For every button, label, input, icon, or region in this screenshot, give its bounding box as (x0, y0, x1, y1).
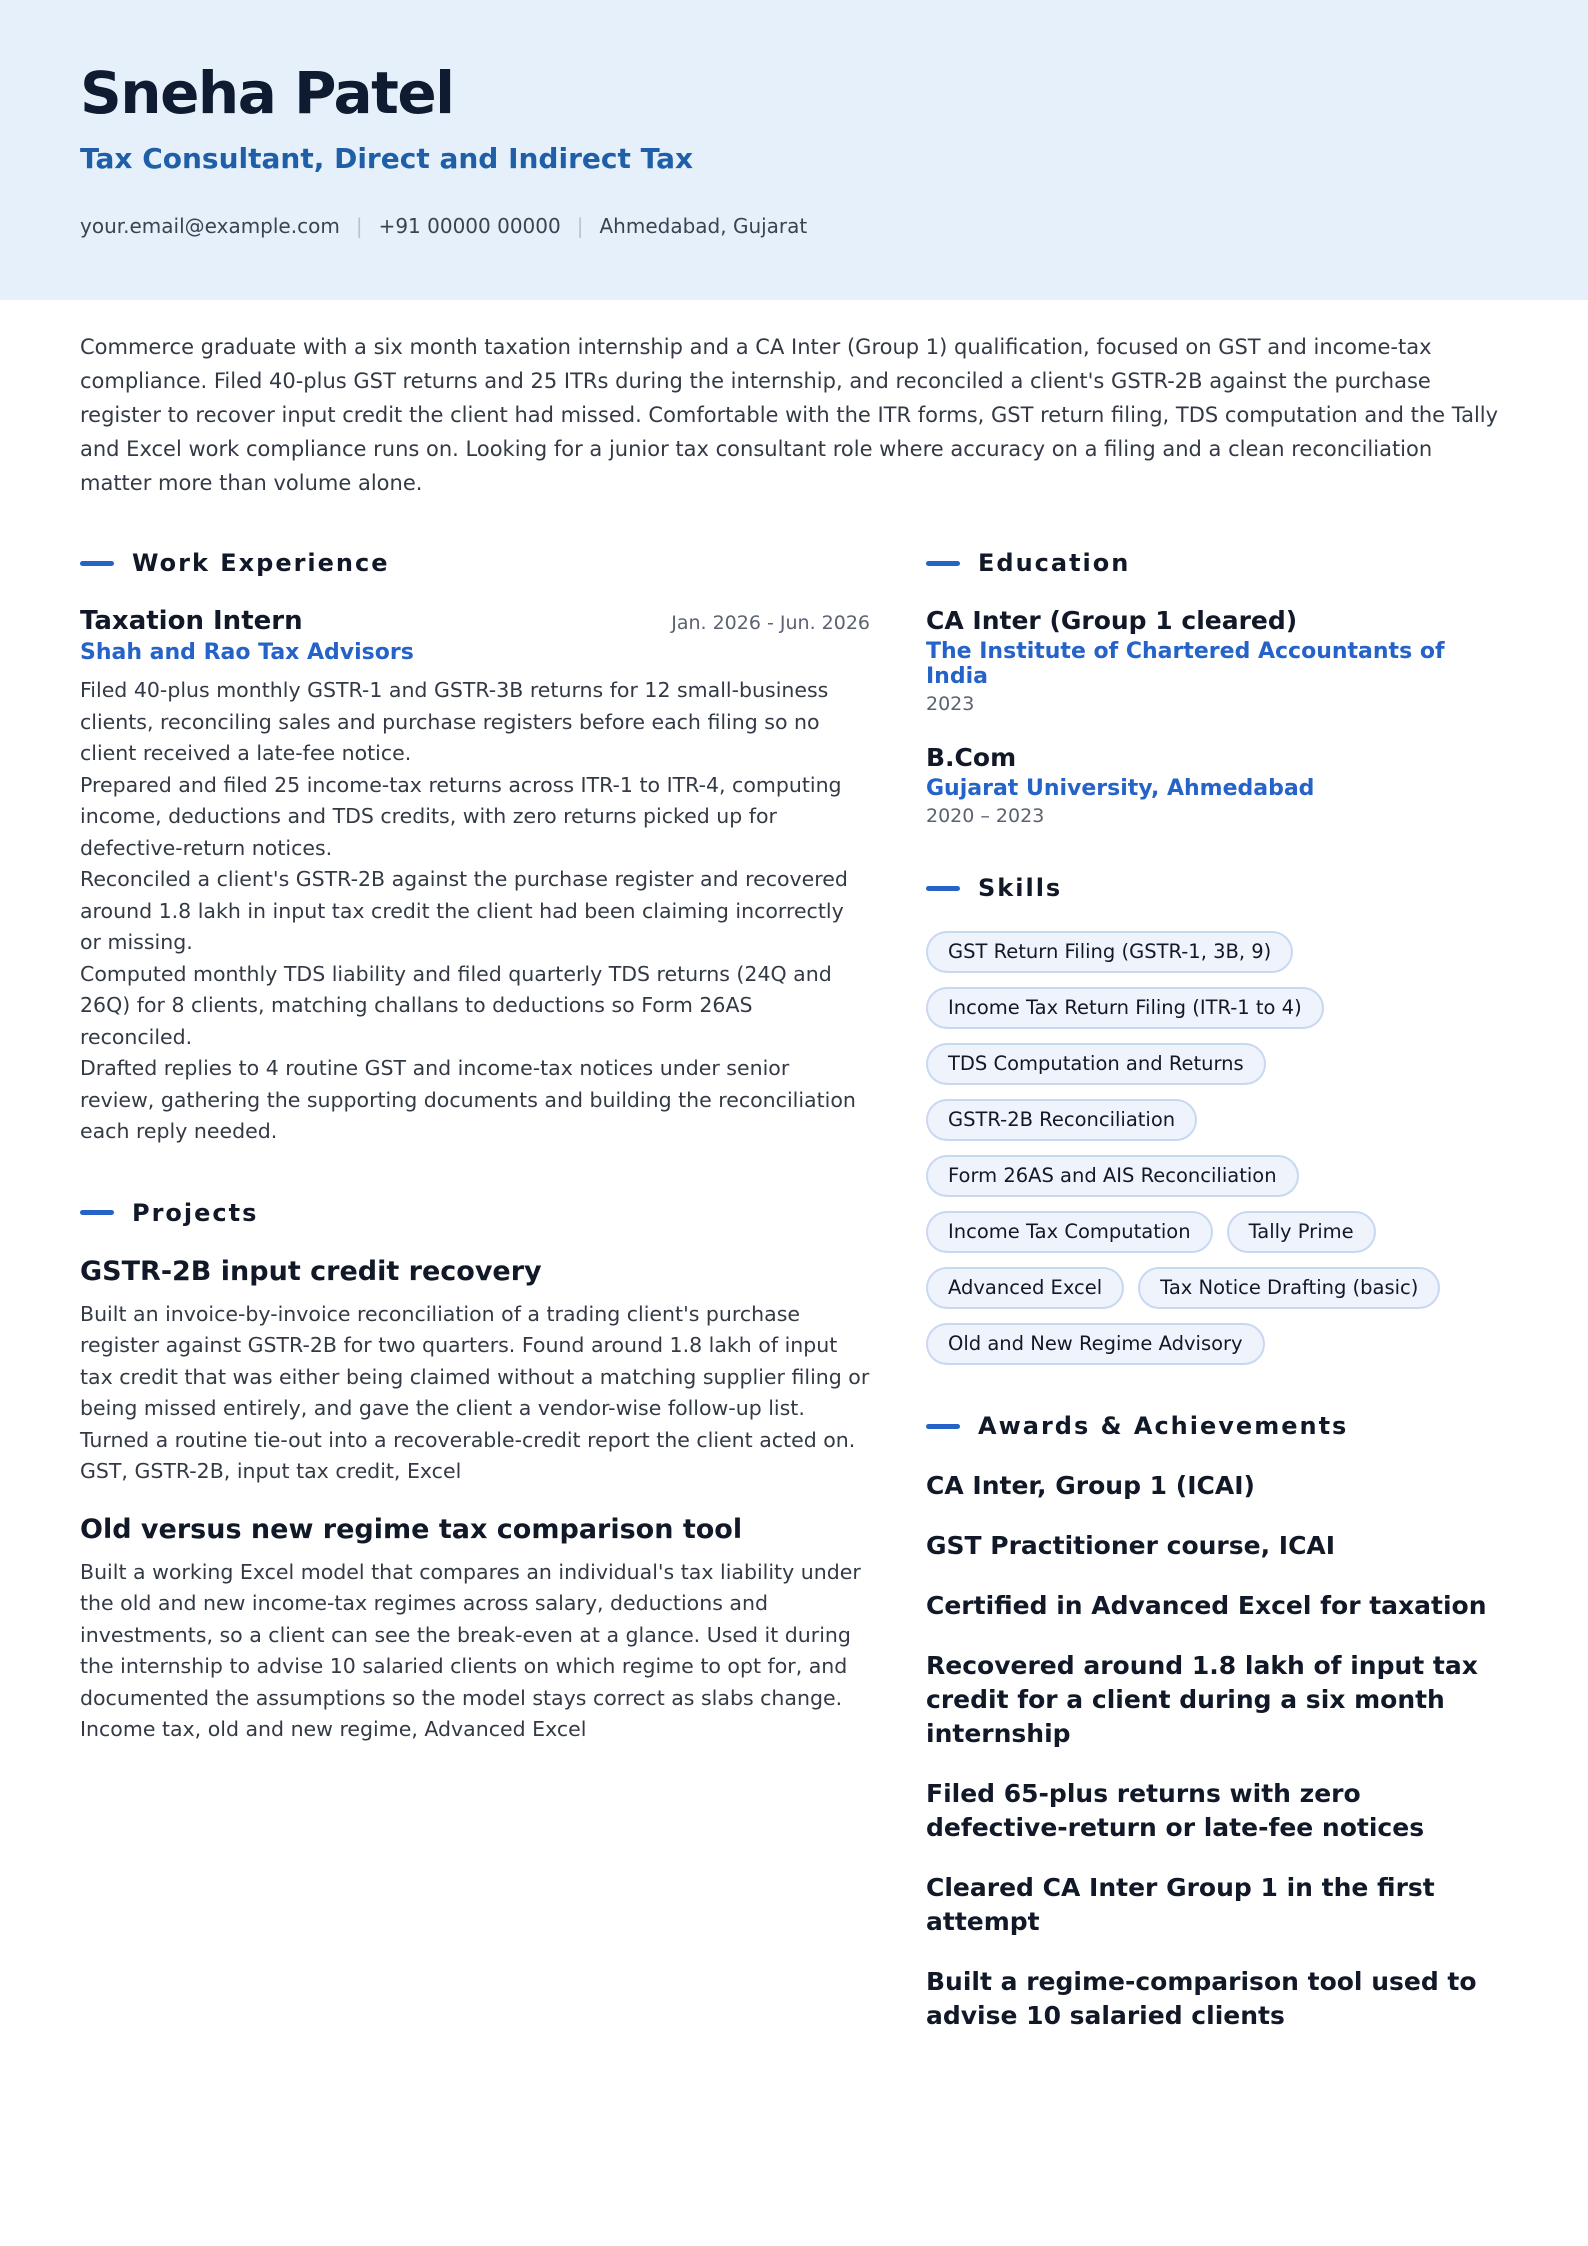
job-bullet: Drafted replies to 4 routine GST and income-tax notices under senior review, gathering the supporting documents and building the reconciliation each reply needed. (80, 1056, 856, 1143)
skill-chip: TDS Computation and Returns (926, 1043, 1266, 1085)
skill-chip: Tax Notice Drafting (basic) (1138, 1267, 1440, 1309)
project-description: Built an invoice-by-invoice reconciliation of a trading client's purchase register against GSTR-2B for two quarters. Found around 1.8 lakh of input tax credit that was either being claimed without a matching supplier filing or being missed entirely, and gave the client a vendor-wise follow-up list. Turned a routine tie-out into a recoverable-credit report the client acted on. (80, 1301, 870, 1452)
project-description: Built a working Excel model that compares an individual's tax liability under the old and new income-tax regimes across salary, deductions and investments, so a client can see the break-even at a glance. Used it during the internship to advise 10 salaried clients on which regime to opt for, and documented the assumptions so the model stays correct as slabs change. (80, 1559, 861, 1710)
skill-chip: Form 26AS and AIS Reconciliation (926, 1155, 1299, 1197)
skill-chip: GSTR-2B Reconciliation (926, 1099, 1197, 1141)
heading-accent-bar (80, 561, 114, 566)
profile-summary: Commerce graduate with a six month taxation internship and a CA Inter (Group 1) qualification, focused on GST and income-tax compliance. Filed 40-plus GST returns and 25 ITRs during the internship, and reconciled a client's GSTR-2B against the purchase register to recover input credit the client had missed. Comfortable with the ITR forms, GST return filing, TDS computation and the Tally and Excel work compliance runs on. Looking for a junior tax consultant role where accuracy on a filing and a clean reconciliation matter more than volume alone. (80, 335, 1499, 495)
job-header (80, 606, 870, 636)
job-title: Taxation Intern (80, 606, 303, 636)
section-heading-label: Projects (132, 1198, 259, 1227)
section-heading-label: Awards & Achievements (978, 1412, 1349, 1440)
award-item: Filed 65-plus returns with zero defective-return or late-fee notices (926, 1779, 1425, 1842)
skill-chip: Income Tax Computation (926, 1211, 1213, 1253)
candidate-role: Tax Consultant, Direct and Indirect Tax (80, 142, 694, 175)
award-item: Cleared CA Inter Group 1 in the first attempt (926, 1873, 1435, 1936)
job-organization: Shah and Rao Tax Advisors (80, 640, 414, 665)
project-item (80, 1514, 870, 1746)
section-heading-education (926, 542, 1506, 584)
heading-accent-bar (926, 1424, 960, 1429)
contact-line (80, 214, 807, 238)
skill-chip: Tally Prime (1227, 1211, 1376, 1253)
contact-separator: | (576, 214, 584, 238)
left-column (80, 542, 870, 1746)
award-item: CA Inter, Group 1 (ICAI) (926, 1471, 1255, 1500)
contact-phone[interactable]: +91 00000 00000 (378, 214, 561, 238)
education-school: The Institute of Chartered Accountants of India (926, 639, 1445, 689)
section-heading-work (80, 542, 870, 584)
job-bullet: Prepared and filed 25 income-tax returns across ITR-1 to ITR-4, computing income, deductions and TDS credits, with zero returns picked up for defective-return notices. (80, 772, 842, 860)
skill-chip: Advanced Excel (926, 1267, 1124, 1309)
candidate-name: Sneha Patel (80, 59, 454, 127)
awards-list (926, 1469, 1506, 2033)
project-item (80, 1256, 870, 1488)
resume-header (0, 0, 1588, 300)
heading-accent-bar (926, 886, 960, 891)
award-item: Recovered around 1.8 lakh of input tax credit for a client during a six month internship (926, 1651, 1478, 1748)
project-tags: GST, GSTR-2B, input tax credit, Excel (80, 1459, 462, 1483)
section-heading-projects (80, 1192, 870, 1234)
section-heading-skills (926, 867, 1506, 909)
job-bullet: Reconciled a client's GSTR-2B against the purchase register and recovered around 1.8 lakh in input tax credit the client had been claiming incorrectly or missing. (80, 867, 848, 954)
award-item: GST Practitioner course, ICAI (926, 1531, 1336, 1560)
skills-list (926, 931, 1506, 1365)
award-item: Built a regime-comparison tool used to advise 10 salaried clients (926, 1967, 1477, 2030)
project-tags: Income tax, old and new regime, Advanced Excel (80, 1717, 587, 1741)
education-school: Gujarat University, Ahmedabad (926, 776, 1315, 801)
skill-chip: GST Return Filing (GSTR-1, 3B, 9) (926, 931, 1293, 973)
job-bullet: Computed monthly TDS liability and filed quarterly TDS returns (24Q and 26Q) for 8 clients, matching challans to deductions so Form 26AS reconciled. (80, 961, 832, 1049)
contact-location: Ahmedabad, Gujarat (599, 214, 808, 238)
skill-chip: Old and New Regime Advisory (926, 1323, 1265, 1365)
section-heading-label: Work Experience (132, 549, 390, 577)
job-bullet: Filed 40-plus monthly GSTR-1 and GSTR-3B returns for 12 small-business clients, reconciling sales and purchase registers before each filing so no client received a late-fee notice. (80, 678, 829, 765)
contact-email[interactable]: your.email@example.com (80, 214, 340, 238)
skill-chip: Income Tax Return Filing (ITR-1 to 4) (926, 987, 1324, 1029)
education-item (926, 606, 1506, 715)
heading-accent-bar (80, 1210, 114, 1215)
education-years: 2020 – 2023 (926, 805, 1045, 827)
contact-separator: | (355, 214, 363, 238)
education-degree: B.Com (926, 743, 1017, 772)
education-item (926, 743, 1506, 827)
education-degree: CA Inter (Group 1 cleared) (926, 606, 1298, 635)
section-heading-awards (926, 1405, 1506, 1447)
section-heading-label: Education (978, 549, 1131, 577)
project-title: GSTR-2B input credit recovery (80, 1255, 542, 1287)
education-years: 2023 (926, 693, 975, 715)
award-item: Certified in Advanced Excel for taxation (926, 1591, 1487, 1620)
project-title: Old versus new regime tax comparison tool (80, 1513, 743, 1545)
job-dates: Jan. 2026 - Jun. 2026 (671, 612, 870, 634)
job-bullets (80, 675, 870, 1148)
right-column (926, 542, 1506, 2059)
section-heading-label: Skills (978, 874, 1063, 902)
heading-accent-bar (926, 561, 960, 566)
